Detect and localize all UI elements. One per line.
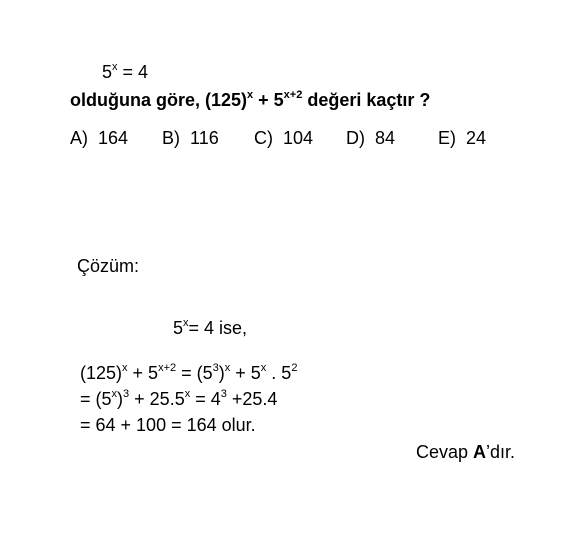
term: + 5 (127, 363, 159, 383)
exp: 3 (220, 388, 227, 400)
answer-prefix: Cevap (416, 442, 474, 462)
option-letter: C) (254, 128, 273, 148)
solution-given (173, 319, 247, 337)
term: = (5 (80, 389, 112, 409)
solution-line-1 (80, 364, 297, 382)
given-equation (102, 63, 148, 81)
term: = (5 (176, 363, 213, 383)
exp: x (260, 362, 267, 374)
exp: x+2 (158, 362, 177, 374)
exp: x (122, 362, 128, 374)
option-value: 164 (98, 128, 129, 148)
option-value: 84 (375, 128, 396, 148)
question-part-3: değeri kaçtır ? (302, 90, 431, 110)
term: + 5 (230, 363, 261, 383)
option-value: 24 (466, 128, 487, 148)
exp: x (184, 388, 191, 400)
term: = 4 (190, 389, 221, 409)
term: +25.4 (226, 389, 278, 409)
option-b[interactable] (162, 129, 219, 147)
term: (125) (80, 363, 123, 383)
question-part-1: olduğuna göre, (125) (70, 90, 248, 110)
option-a[interactable] (70, 129, 128, 147)
answer-letter: A (473, 442, 487, 462)
option-letter: E) (438, 128, 456, 148)
option-value: 116 (190, 128, 219, 148)
option-d[interactable] (346, 129, 395, 147)
question-exp-2: x+2 (283, 89, 303, 101)
option-e[interactable] (438, 129, 486, 147)
answer-text (416, 443, 515, 461)
given-rest: = 4 (117, 62, 149, 82)
solution-line-3: = 64 + 100 = 164 olur. (80, 415, 256, 435)
exp: 2 (291, 362, 298, 374)
option-letter: D) (346, 128, 365, 148)
question-exp-1: x (247, 89, 254, 101)
option-letter: B) (162, 128, 180, 148)
solution-heading: Çözüm: (77, 256, 140, 276)
question-text (70, 91, 430, 109)
question-part-2: + 5 (253, 90, 284, 110)
solution-given-exp: x (183, 317, 189, 329)
exp: x (111, 388, 118, 400)
given-base: 5 (102, 62, 113, 82)
term: ) (117, 389, 124, 409)
option-c[interactable] (254, 129, 313, 147)
term: ) (218, 363, 225, 383)
solution-given-rest: = 4 ise, (188, 318, 248, 338)
solution-given-base: 5 (173, 318, 184, 338)
exp: 3 (123, 388, 130, 400)
answer-suffix: ’dır. (486, 442, 516, 462)
exp: x (224, 362, 231, 374)
term: + 25.5 (129, 389, 185, 409)
term: . 5 (266, 363, 292, 383)
exp: 3 (212, 362, 219, 374)
solution-line-2 (80, 390, 277, 408)
option-value: 104 (283, 128, 314, 148)
option-letter: A) (70, 128, 88, 148)
given-exponent: x (112, 61, 118, 73)
